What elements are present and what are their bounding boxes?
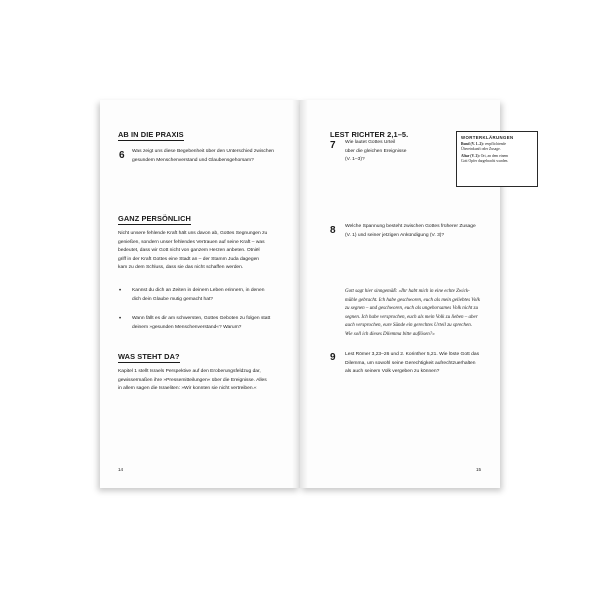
- question-6-line: Was zeigt uns diese Begebenheit über den Unterschied zwischen: [132, 149, 275, 154]
- question-9-line: Lest Römer 3,23–26 und 2. Korinther 5,21. Wie löste Gott das: [345, 352, 480, 357]
- bullet-item: [132, 315, 270, 332]
- question-7-text: [345, 139, 406, 165]
- paragraph-line: bedeutet, dass wir Gott nicht von ganzem Herzen anbeten. Otniël: [118, 248, 260, 254]
- bullet-dot: •: [119, 288, 122, 294]
- steht-paragraph: [118, 368, 290, 394]
- question-9-text: [345, 351, 479, 377]
- persoenlich-paragraph: [118, 230, 288, 273]
- question-9-line: als auch seinem Volk vergeben zu können?: [345, 369, 440, 375]
- right-page-number: 15: [476, 467, 482, 472]
- steht-line: in allem sagen die Israeliten: »Wir konnten sie nicht vertreiben.«: [118, 386, 257, 392]
- quote-line: Gott sagt hier sinngemäß: »Ihr habt mich in eine echte Zwick-: [345, 289, 470, 294]
- question-7-number: 7: [330, 140, 336, 151]
- praxis-heading: AB IN DIE PRAXIS: [118, 130, 184, 139]
- bullet-item: [132, 287, 264, 304]
- glossary-definition: Übereinkunft oder Zusage.: [461, 147, 501, 151]
- lest-heading: LEST RICHTER 2,1–5.: [330, 130, 409, 139]
- glossary-entry: [461, 142, 533, 152]
- bullet-line: dich dein Glaube mutig gemacht hat?: [132, 296, 214, 302]
- bullet-line: deinem »gesunden Menschenverstand«? Warum?: [132, 324, 242, 330]
- paragraph-line: kam zu dem Schluss, dass sie das nicht schaffen werden.: [118, 265, 244, 271]
- left-page-number: 14: [118, 467, 124, 472]
- steht-line: Kapitel 1 stellt Israels Perspektive auf den Eroberungsfeldzug dar,: [118, 369, 261, 374]
- steht-heading: WAS STEHT DA?: [118, 352, 180, 361]
- bullet-line: Wann fällt es dir am schwersten, Gottes Geboten zu folgen statt: [132, 316, 271, 321]
- glossary-definition: verpflichtende: [483, 142, 506, 146]
- question-8-text: [345, 223, 476, 240]
- question-7-line: (V. 1–3)?: [345, 157, 365, 163]
- question-9-line: Dilemma, um sowohl seine Gerechtigkeit aufrechtzuerhalten: [345, 360, 476, 366]
- question-9-number: 9: [330, 352, 336, 363]
- quote-line: zu segnen – und geschworen, euch als ungehorsames Volk nicht zu: [345, 306, 478, 312]
- worterklaerungen-box: [456, 131, 538, 187]
- steht-line: gewissermaßen ihre »Pressemitteilungen« über die Ereignisse. Alles: [118, 377, 267, 383]
- quote-line: mühle gebracht. Ich habe geschworen, euch als mein geliebtes Volk: [345, 297, 480, 303]
- question-7-line: Wie lautet Gottes Urteil: [345, 140, 396, 145]
- question-7-line: über die gleichen Ereignisse: [345, 148, 407, 154]
- question-6-text: [132, 148, 274, 165]
- paragraph-line: Nicht unsere fehlende Kraft hält uns davon ab, Gottes Segnungen zu: [118, 231, 268, 236]
- question-8-line: (V. 1) und seiner jetzigen Ankündigung (V. 3)?: [345, 232, 445, 238]
- question-6-line: gesundem Menschenverstand und Glaubensgehorsam?: [132, 157, 254, 163]
- question-8-line: Welche Spannung besteht zwischen Gottes früherer Zusage: [345, 224, 476, 229]
- glossary-term: Bund (V. 1–2):: [461, 142, 484, 146]
- question-6-number: 6: [119, 150, 125, 161]
- paragraph-line: griff in der Kraft Gottes eine Stadt an – der Stamm Juda dagegen: [118, 256, 260, 262]
- quote-line: Wie soll ich dieses Dilemma bitte auflösen?«: [345, 331, 435, 337]
- worterklaerungen-title: WORTERKLÄRUNGEN: [461, 135, 514, 140]
- bullet-line: Kannst du dich an Zeiten in deinem Leben erinnern, in denen: [132, 288, 265, 293]
- quote-line: auch versprochen, eure Sünde ein gerechtes Urteil zu sprechen.: [345, 323, 472, 329]
- bullet-dot: •: [119, 316, 122, 322]
- persoenlich-heading: GANZ PERSÖNLICH: [118, 214, 191, 223]
- paragraph-line: genießen, sondern unser fehlendes Vertrauen auf seine Kraft – was: [118, 239, 265, 245]
- quote-block: [345, 288, 525, 340]
- question-8-number: 8: [330, 225, 336, 236]
- glossary-definition: Ort, an dem einem: [479, 154, 509, 158]
- glossary-definition: Gott Opfer dargebracht wurden.: [461, 159, 509, 163]
- glossary-entry: [461, 154, 533, 164]
- quote-line: segnen. Ich habe versprochen, euch als mein Volk zu lieben – aber: [345, 314, 478, 320]
- glossary-term: Altar (V. 2):: [461, 154, 480, 158]
